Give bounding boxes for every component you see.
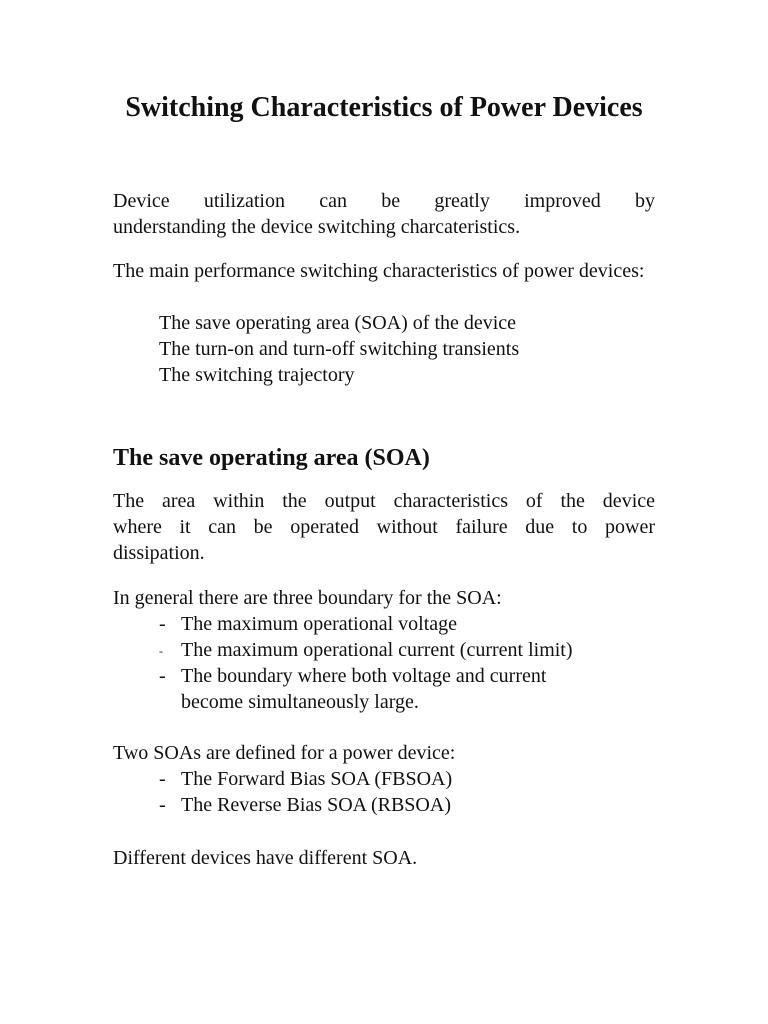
characteristic-item: The turn-on and turn-off switching transients bbox=[159, 338, 520, 360]
list-item bbox=[159, 766, 659, 792]
soa-definition-line-3: dissipation. bbox=[113, 542, 205, 564]
list-item bbox=[159, 792, 659, 818]
characteristic-item: The switching trajectory bbox=[159, 364, 355, 386]
dash-bullet: - bbox=[159, 665, 166, 687]
page-title: Switching Characteristics of Power Devices bbox=[125, 92, 643, 123]
list-item-text: The Forward Bias SOA (FBSOA) bbox=[181, 768, 453, 790]
intro-line-2: understanding the device switching charcateristics. bbox=[113, 216, 521, 238]
list-item bbox=[159, 663, 659, 715]
dash-bullet: - bbox=[159, 644, 163, 658]
list-item-text: The Reverse Bias SOA (RBSOA) bbox=[181, 794, 451, 816]
main-characteristics-lead: The main performance switching characteristics of power devices: bbox=[113, 260, 645, 282]
dash-bullet: - bbox=[159, 794, 166, 816]
types-lead: Two SOAs are defined for a power device: bbox=[113, 742, 456, 764]
section-heading-soa: The save operating area (SOA) bbox=[113, 445, 430, 471]
list-item-text: The boundary where both voltage and current become simultaneously large. bbox=[181, 665, 547, 713]
list-item bbox=[159, 611, 659, 637]
boundaries-lead: In general there are three boundary for the SOA: bbox=[113, 587, 502, 609]
characteristic-item: The save operating area (SOA) of the device bbox=[159, 312, 517, 334]
list-item bbox=[159, 637, 659, 663]
intro-line-1: Device utilization can be greatly improved by bbox=[113, 190, 655, 212]
list-item-text: The maximum operational current (current limit) bbox=[181, 639, 573, 661]
soa-definition-line-1: The area within the output characteristics of the device bbox=[113, 490, 655, 512]
dash-bullet: - bbox=[159, 613, 166, 635]
soa-definition-line-2: where it can be operated without failure due to power bbox=[113, 516, 655, 538]
closing-statement: Different devices have different SOA. bbox=[113, 847, 418, 869]
dash-bullet: - bbox=[159, 768, 166, 790]
list-item-text: The maximum operational voltage bbox=[181, 613, 458, 635]
